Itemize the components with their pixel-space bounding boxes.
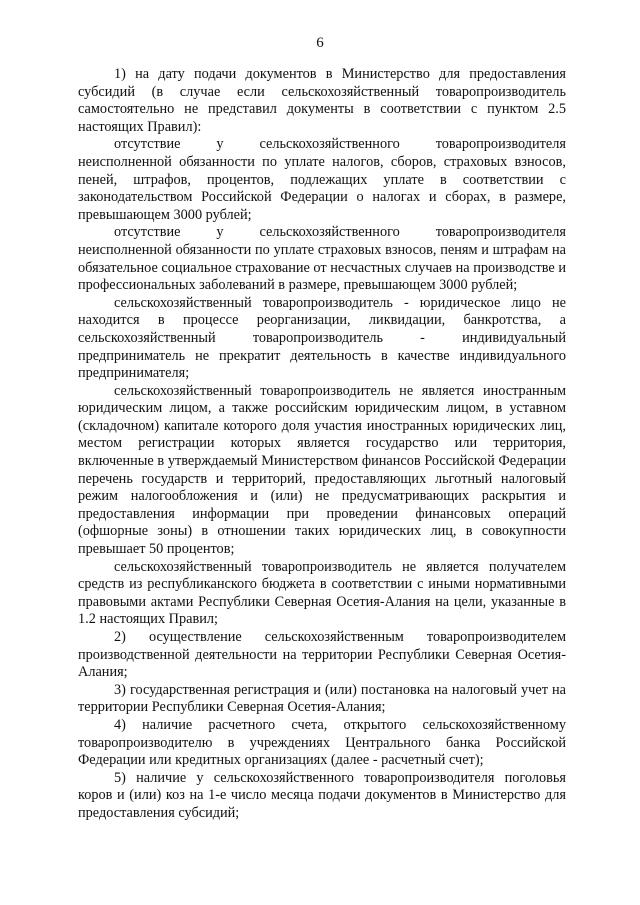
paragraph-item-5: 5) наличие у сельскохозяйственного товаропроизводителя поголовья коров и (или) коз на 1-е число месяца подачи документов в Министерство для предоставления субсидий; [78, 769, 566, 821]
paragraph-item-3: 3) государственная регистрация и (или) постановка на налоговый учет на территории Республики Северная Осетия-Алания; [78, 681, 566, 716]
paragraph-item-2: 2) осуществление сельскохозяйственным товаропроизводителем производственной деятельности на территории Республики Северная Осетия-Алания; [78, 629, 566, 681]
paragraph-tax-obligations: отсутствие у сельскохозяйственного товаропроизводителя неисполненной обязанности по уплате налогов, сборов, страховых взносов, пеней, штрафов, процентов, подлежащих уплате в соответствии с законодательством Российской Федерации о налогах и сборах, в размере, превышающем 3000 рублей; [78, 136, 566, 223]
paragraph-item-1: 1) на дату подачи документов в Министерство для предоставления субсидий (в случае если сельскохозяйственный товаропроизводитель самостоятельно не представил документы в соответствии с пунктом 2.5 настоящих Правил): [78, 66, 566, 135]
paragraph-foreign-entity: сельскохозяйственный товаропроизводитель не является иностранным юридическим лицом, а также российским юридическим лицом, в уставном (складочном) капитале которого доля участия иностранных юридических лиц, местом регистрации которых является государство или территория, включенные в утверждаемый Министерством финансов Российской Федерации перечень государств и территорий, предоставляющих льготный налоговый режим налогообложения и (или) не предусматривающих раскрытия и предоставления информации при проведении финансовых операций (офшорные зоны) в отношении таких юридических лиц, в совокупности превышает 50 процентов; [78, 382, 566, 558]
paragraph-item-4: 4) наличие расчетного счета, открытого сельскохозяйственному товаропроизводителю в учреждениях Центрального банка Российской Федерации или кредитных организациях (далее - расчетный счет); [78, 716, 566, 769]
page-number: 6 [316, 35, 324, 51]
paragraph-insurance-obligations: отсутствие у сельскохозяйственного товаропроизводителя неисполненной обязанности по уплате страховых взносов, пеням и штрафам на обязательное социальное страхование от несчастных случаев на производстве и профессиональных заболеваний в размере, превышающем 3000 рублей; [78, 224, 566, 294]
paragraph-budget-recipient: сельскохозяйственный товаропроизводитель не является получателем средств из республиканского бюджета в соответствии с иными нормативными правовыми актами Республики Северная Осетия-Алания на цели, указанные в 1.2 настоящих Правил; [78, 558, 566, 628]
paragraph-reorganization: сельскохозяйственный товаропроизводитель - юридическое лицо не находится в процессе реорганизации, ликвидации, банкротства, а сельскохозяйственный товаропроизводитель - индивидуальный предприниматель не прекратит деятельность в качестве индивидуального предпринимателя; [78, 294, 566, 382]
document-body [78, 66, 566, 823]
